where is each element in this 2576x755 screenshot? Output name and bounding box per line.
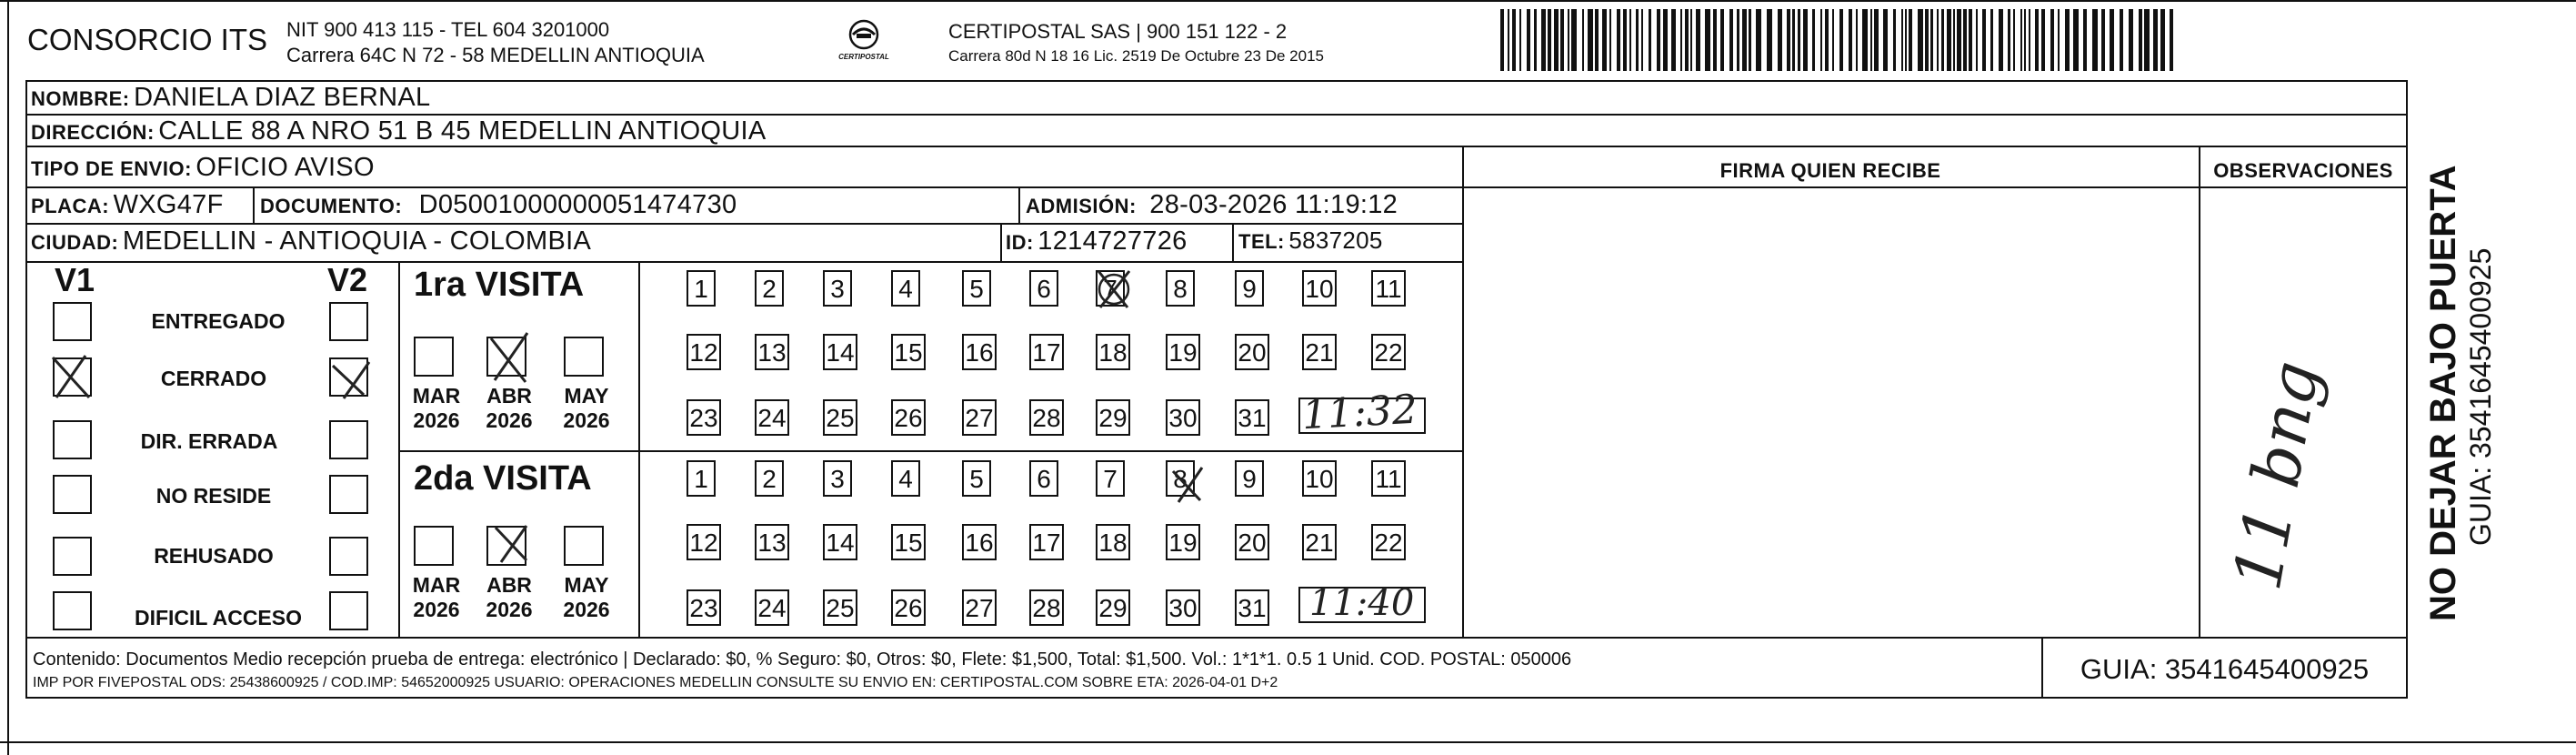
visit1-month-may: MAY 2026 <box>563 384 610 432</box>
footer-imp: IMP POR FIVEPOSTAL ODS: 25438600925 / COD.IMP: 54652000925 USUARIO: OPERACIONES MEDELLIN CONSULTE SU ENVIO EN: CERTIPOSTAL.COM SOBRE ETA: 2026-04-01 D+2 <box>33 675 1278 690</box>
nombre-value: DANIELA DIAZ BERNAL <box>134 83 431 112</box>
footer-contenido: Contenido: Documentos Medio recepción prueba de entrega: electrónico | Declarado: $0, % Seguro: $0, Otros: $0, Flete: $1,500, Total: $1,500. Vol.: 1*1*1. 0.5 1 Unid. COD. POSTAL: 050006 <box>33 649 1572 669</box>
day-box-6[interactable]: 6 <box>1029 460 1058 497</box>
id-value: 1214727726 <box>1037 226 1188 256</box>
tipo-label: TIPO DE ENVIO: <box>31 157 192 180</box>
day-box-18[interactable]: 18 <box>1096 334 1130 370</box>
footer-guia: GUIA: 3541645400925 <box>2080 653 2370 685</box>
status-dificil-acceso: DIFICIL ACCESO <box>134 606 302 629</box>
day-box-28[interactable]: 28 <box>1029 399 1064 436</box>
company-nit: NIT 900 413 115 - TEL 604 3201000 <box>286 18 610 41</box>
day-box-2[interactable]: 2 <box>755 270 784 307</box>
status-no-reside: NO RESIDE <box>155 484 272 508</box>
v2-dificil-acceso-checkbox[interactable] <box>329 591 368 630</box>
observaciones-label: OBSERVACIONES <box>2213 159 2393 182</box>
day-box-12[interactable]: 12 <box>687 334 721 370</box>
tipo-row <box>31 153 375 183</box>
ciudad-value: MEDELLIN - ANTIOQUIA - COLOMBIA <box>122 226 592 256</box>
day-box-12[interactable]: 12 <box>687 524 721 560</box>
visit1-month-mar: MAR 2026 <box>412 384 461 432</box>
nombre-row <box>31 83 430 113</box>
v1-cerrado-checkbox[interactable] <box>53 357 92 397</box>
courier-name: CERTIPOSTAL SAS | 900 151 122 - 2 <box>948 20 1288 43</box>
v1-entregado-checkbox[interactable] <box>53 302 92 341</box>
left-edge <box>7 0 9 755</box>
visit1-time: 11:32 <box>1300 386 1419 439</box>
documento-value: D05001000000051474730 <box>418 190 737 219</box>
day-box-23[interactable]: 23 <box>687 399 721 436</box>
visit2-month-abr-checkbox[interactable] <box>486 526 526 566</box>
day-box-1[interactable]: 1 <box>687 460 716 497</box>
id-row <box>1006 226 1188 257</box>
direccion-value: CALLE 88 A NRO 51 B 45 MEDELLIN ANTIOQUIA <box>158 116 767 146</box>
day-box-8[interactable]: 8 <box>1166 460 1195 497</box>
day-box-22[interactable]: 22 <box>1371 334 1406 370</box>
day-box-24[interactable]: 24 <box>755 399 789 436</box>
day-box-10[interactable]: 10 <box>1302 460 1337 497</box>
v1-no-reside-checkbox[interactable] <box>53 475 92 514</box>
day-box-4[interactable]: 4 <box>891 460 920 497</box>
day-box-26[interactable]: 26 <box>891 589 926 626</box>
barcode <box>1500 9 2182 71</box>
direccion-row <box>31 116 767 146</box>
day-box-18[interactable]: 18 <box>1096 524 1130 560</box>
visit1-month-may-checkbox[interactable] <box>564 337 604 377</box>
placa-value: WXG47F <box>113 190 224 219</box>
tel-label: TEL: <box>1238 230 1285 253</box>
logo-caption: CERTIPOSTAL <box>838 53 889 61</box>
status-rehusado: REHUSADO <box>154 544 274 568</box>
v2-entregado-checkbox[interactable] <box>329 302 368 341</box>
day-box-24[interactable]: 24 <box>755 589 789 626</box>
day-box-29[interactable]: 29 <box>1096 399 1130 436</box>
day-box-11[interactable]: 11 <box>1371 460 1406 497</box>
status-cerrado: CERRADO <box>160 367 267 390</box>
day-box-27[interactable]: 27 <box>962 589 997 626</box>
side-guia: GUIA: 3541645400925 <box>2464 247 2497 546</box>
v2-cerrado-checkbox[interactable] <box>329 357 368 397</box>
day-box-25[interactable]: 25 <box>823 399 857 436</box>
day-box-25[interactable]: 25 <box>823 589 857 626</box>
visit1-month-mar-checkbox[interactable] <box>414 337 454 377</box>
day-box-23[interactable]: 23 <box>687 589 721 626</box>
day-box-13[interactable]: 13 <box>755 334 789 370</box>
v1-dificil-acceso-checkbox[interactable] <box>53 591 92 630</box>
placa-row <box>31 190 224 220</box>
day-box-7[interactable]: 7 <box>1096 270 1125 307</box>
day-box-21[interactable]: 21 <box>1302 524 1337 560</box>
v2-label: V2 <box>327 261 368 298</box>
visit1-title: 1ra VISITA <box>414 266 585 304</box>
visit2-time: 11:40 <box>1309 582 1415 624</box>
day-box-5[interactable]: 5 <box>962 460 991 497</box>
status-dir-errada: DIR. ERRADA <box>140 429 278 453</box>
observation-handwriting: 11 bng <box>2219 355 2334 596</box>
day-box-9[interactable]: 9 <box>1235 460 1264 497</box>
direccion-label: DIRECCIÓN: <box>31 121 155 144</box>
visit2-month-may-checkbox[interactable] <box>564 526 604 566</box>
day-box-16[interactable]: 16 <box>962 334 997 370</box>
ciudad-label: CIUDAD: <box>31 231 119 254</box>
day-box-22[interactable]: 22 <box>1371 524 1406 560</box>
day-box-14[interactable]: 14 <box>823 524 857 560</box>
visit1-month-abr-checkbox[interactable] <box>486 337 526 377</box>
day-box-19[interactable]: 19 <box>1166 524 1200 560</box>
tel-value: 5837205 <box>1288 226 1383 254</box>
day-box-4[interactable]: 4 <box>891 270 920 307</box>
day-box-2[interactable]: 2 <box>755 460 784 497</box>
v1-dir-errada-checkbox[interactable] <box>53 420 92 459</box>
day-box-3[interactable]: 3 <box>823 460 852 497</box>
v1-label: V1 <box>55 261 95 298</box>
day-box-10[interactable]: 10 <box>1302 270 1337 307</box>
day-box-29[interactable]: 29 <box>1096 589 1130 626</box>
company-name: CONSORCIO ITS <box>27 23 268 56</box>
day-box-19[interactable]: 19 <box>1166 334 1200 370</box>
status-entregado: ENTREGADO <box>151 309 286 333</box>
day-box-11[interactable]: 11 <box>1371 270 1406 307</box>
visit1-month-abr: ABR 2026 <box>486 384 533 432</box>
day-box-7[interactable]: 7 <box>1096 460 1125 497</box>
visit2-month-mar: MAR 2026 <box>412 573 461 621</box>
day-box-6[interactable]: 6 <box>1029 270 1058 307</box>
day-box-17[interactable]: 17 <box>1029 334 1064 370</box>
v2-dir-errada-checkbox[interactable] <box>329 420 368 459</box>
day-box-27[interactable]: 27 <box>962 399 997 436</box>
day-box-21[interactable]: 21 <box>1302 334 1337 370</box>
day-box-31[interactable]: 31 <box>1235 589 1269 626</box>
bottom-rule <box>0 741 2576 743</box>
visit2-title: 2da VISITA <box>414 459 592 498</box>
visit2-month-may: MAY 2026 <box>563 573 610 621</box>
visit2-month-mar-checkbox[interactable] <box>414 526 454 566</box>
admision-label: ADMISIÓN: <box>1026 195 1137 217</box>
courier-license: Carrera 80d N 18 16 Lic. 2519 De Octubre 23 De 2015 <box>948 47 1324 65</box>
day-box-13[interactable]: 13 <box>755 524 789 560</box>
day-box-15[interactable]: 15 <box>891 334 926 370</box>
day-box-30[interactable]: 30 <box>1166 399 1200 436</box>
no-dejar-bajo-puerta: NO DEJAR BAJO PUERTA <box>2423 165 2463 621</box>
day-box-20[interactable]: 20 <box>1235 524 1269 560</box>
day-box-31[interactable]: 31 <box>1235 399 1269 436</box>
ciudad-row <box>31 226 591 257</box>
day-box-9[interactable]: 9 <box>1235 270 1264 307</box>
day-box-15[interactable]: 15 <box>891 524 926 560</box>
placa-label: PLACA: <box>31 195 110 217</box>
day-box-28[interactable]: 28 <box>1029 589 1064 626</box>
nombre-label: NOMBRE: <box>31 87 130 110</box>
admision-row <box>1026 190 1398 220</box>
day-box-26[interactable]: 26 <box>891 399 926 436</box>
firma-label: FIRMA QUIEN RECIBE <box>1719 159 1941 182</box>
top-rule <box>0 0 2576 2</box>
company-address: Carrera 64C N 72 - 58 MEDELLIN ANTIOQUIA <box>286 44 705 66</box>
v2-rehusado-checkbox[interactable] <box>329 537 368 576</box>
documento-row <box>260 190 737 220</box>
visit2-month-abr: ABR 2026 <box>486 573 533 621</box>
id-label: ID: <box>1006 231 1034 254</box>
day-box-17[interactable]: 17 <box>1029 524 1064 560</box>
v2-no-reside-checkbox[interactable] <box>329 475 368 514</box>
day-box-14[interactable]: 14 <box>823 334 857 370</box>
day-box-3[interactable]: 3 <box>823 270 852 307</box>
certipostal-logo <box>837 16 891 66</box>
day-box-20[interactable]: 20 <box>1235 334 1269 370</box>
day-box-1[interactable]: 1 <box>687 270 716 307</box>
day-box-16[interactable]: 16 <box>962 524 997 560</box>
tel-row <box>1238 226 1383 255</box>
documento-label: DOCUMENTO: <box>260 195 403 217</box>
tipo-value: OFICIO AVISO <box>195 153 375 182</box>
day-box-8[interactable]: 8 <box>1166 270 1195 307</box>
day-box-30[interactable]: 30 <box>1166 589 1200 626</box>
admision-value: 28-03-2026 11:19:12 <box>1149 190 1398 219</box>
v1-rehusado-checkbox[interactable] <box>53 537 92 576</box>
day-box-5[interactable]: 5 <box>962 270 991 307</box>
